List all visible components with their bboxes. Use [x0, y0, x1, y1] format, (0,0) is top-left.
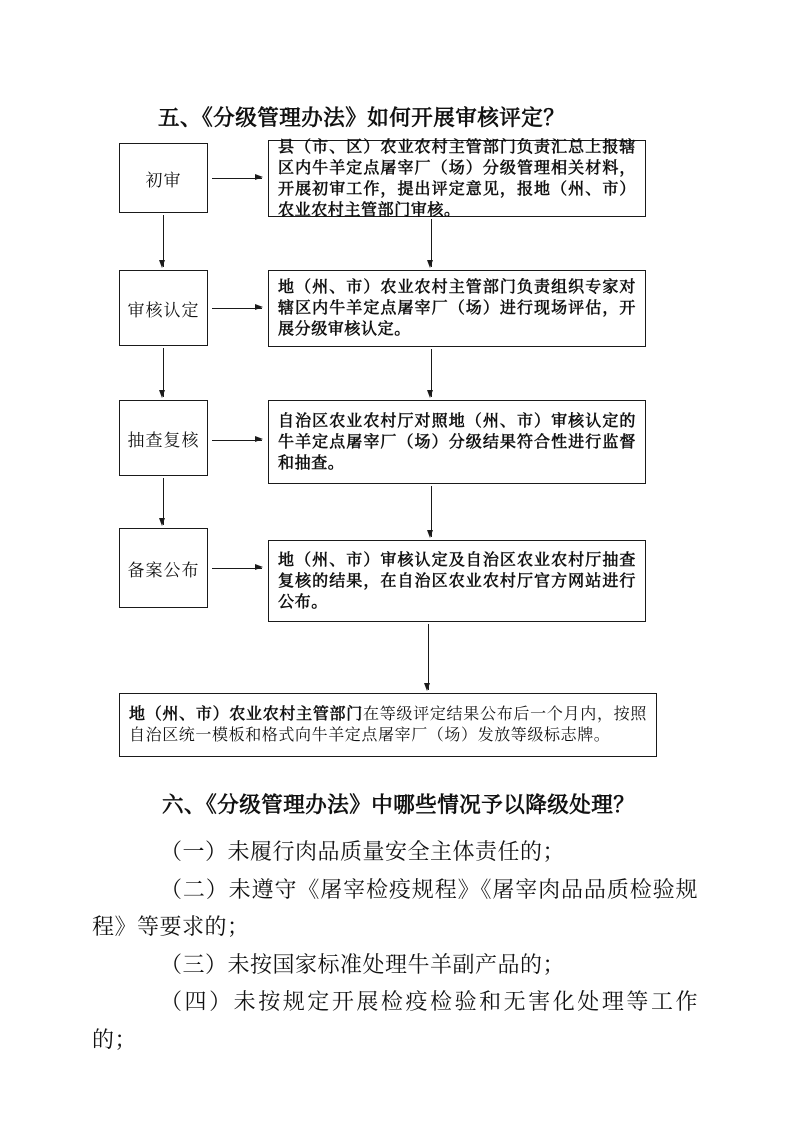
arrow-right-record-publish — [212, 568, 262, 569]
flow-desc-box-review-confirm — [268, 270, 646, 347]
flow-desc-box-record-publish — [268, 540, 646, 622]
flow-step-box-spot-check — [119, 400, 208, 476]
flow-final-text — [120, 704, 656, 746]
arrow-down-left-1 — [163, 215, 164, 267]
arrow-down-right-1 — [431, 219, 432, 267]
arrow-down-left-2 — [163, 348, 164, 397]
section6-list — [92, 833, 698, 1058]
section6-heading: 六、《分级管理办法》中哪些情况予以降级处理？ — [162, 793, 636, 817]
flow-final-text-rest: 在等级评定结果公布后一个月内，按照自治区统一模板和格式向牛羊定点屠宰厂（场）发放等级标志牌。 — [129, 706, 647, 744]
arrow-down-to-final — [428, 624, 429, 690]
flow-step-label: 备案公布 — [127, 560, 200, 580]
flow-final-text-lead: 地（州、市）农业农村主管部门 — [129, 706, 363, 723]
list-item-2: （二）未遵守《屠宰检疫规程》《屠宰肉品品质检验规程》等要求的； — [92, 876, 698, 939]
flow-desc-box-spot-check — [268, 400, 646, 484]
flow-step-box-record-publish — [119, 528, 208, 608]
arrow-right-initial-review — [212, 178, 262, 179]
flow-desc-text: 县（市、区）农业农村主管部门负责汇总上报辖区内牛羊定点屠宰厂（场）分级管理相关材料，开展初审工作，提出评定意见，报地（州、市）农业农村主管部门审核。 — [278, 138, 636, 219]
section5-heading: 五、《分级管理办法》如何开展审核评定？ — [158, 106, 566, 130]
flow-desc-box-initial-review — [268, 140, 646, 217]
arrow-right-review-confirm — [212, 308, 262, 309]
list-item-1: （一）未履行肉品质量安全主体责任的； — [160, 839, 566, 864]
flow-desc-text: 地（州、市）审核认定及自治区农业农村厅抽查复核的结果，在自治区农业农村厅官方网站进行公布。 — [278, 551, 636, 611]
flow-desc-text: 自治区农业农村厅对照地（州、市）审核认定的牛羊定点屠宰厂（场）分级结果符合性进行监督和抽查。 — [278, 412, 636, 472]
arrow-down-right-3 — [431, 486, 432, 537]
arrow-right-spot-check — [212, 440, 262, 441]
flow-desc-text: 地（州、市）农业农村主管部门负责组织专家对辖区内牛羊定点屠宰厂（场）进行现场评估，开展分级审核认定。 — [278, 279, 636, 338]
list-item-4: （四）未按规定开展检疫检验和无害化处理等工作的； — [92, 989, 698, 1052]
arrow-down-right-2 — [431, 349, 432, 397]
flow-step-box-initial-review — [119, 143, 208, 213]
flow-step-label: 初审 — [145, 170, 182, 190]
flow-step-label: 审核认定 — [127, 300, 200, 320]
flow-step-label: 抽查复核 — [127, 430, 200, 450]
arrow-down-left-3 — [163, 478, 164, 525]
flow-final-box — [119, 693, 657, 757]
flow-step-box-review-confirm — [119, 270, 208, 346]
list-item-3: （三）未按国家标准处理牛羊副产品的； — [160, 951, 566, 977]
